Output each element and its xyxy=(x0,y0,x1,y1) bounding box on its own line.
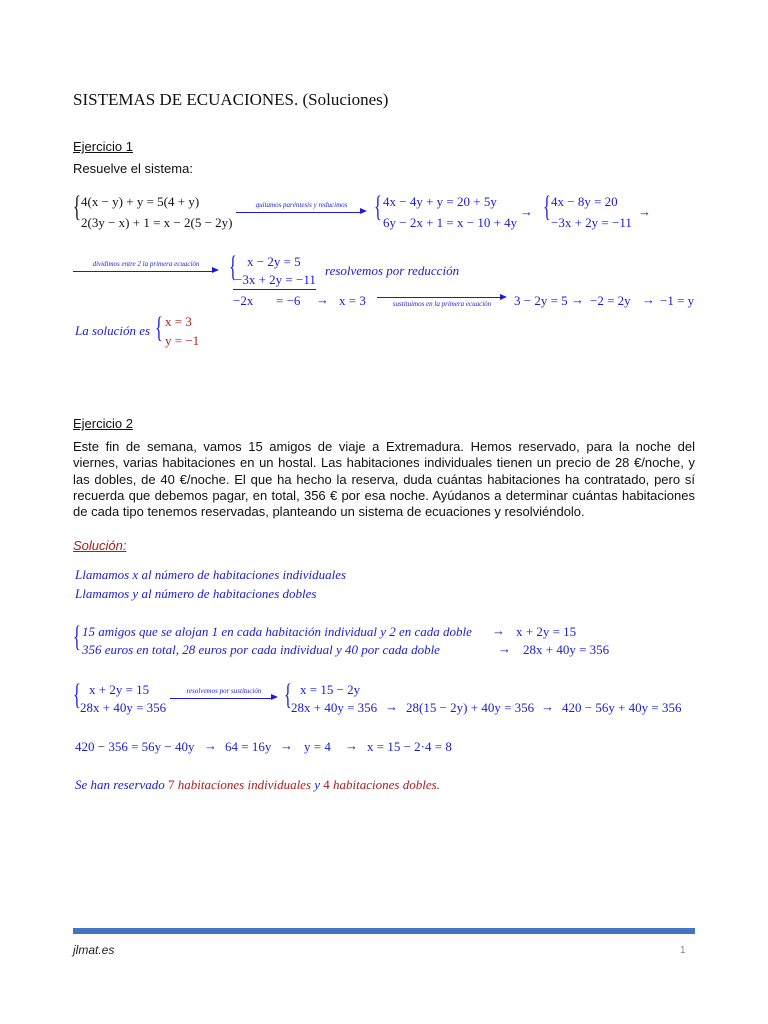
brace: { xyxy=(73,678,81,711)
equation: 4x − 8y = 20 xyxy=(551,194,618,209)
equation: −3x + 2y = −11 xyxy=(235,272,316,287)
arrow-icon: → xyxy=(280,738,293,753)
equation: −3x + 2y = −11 xyxy=(551,215,632,230)
brace: { xyxy=(543,190,551,223)
arrow-icon: → xyxy=(541,699,554,714)
condition-2-equation: 28x + 40y = 356 xyxy=(523,642,610,657)
page-title: SISTEMAS DE ECUACIONES. (Soluciones) xyxy=(73,90,389,109)
calc-step: y = 4 xyxy=(304,739,331,754)
calc-step: x = 15 − 2·4 = 8 xyxy=(367,739,452,754)
arrow-label: dividimos entre 2 la primera ecuación xyxy=(92,260,200,268)
sum-left: −2x xyxy=(233,293,254,308)
arrow-icon: → xyxy=(642,292,655,307)
equation: 28x + 40y = 356 xyxy=(291,700,378,715)
final-answer xyxy=(75,777,440,793)
solution-x: x = 3 xyxy=(165,314,192,329)
solution-y: y = −1 xyxy=(165,333,200,348)
brace: { xyxy=(73,190,81,223)
equation: 6y − 2x + 1 = x − 10 + 4y xyxy=(383,215,518,230)
calc-step: 420 − 356 = 56y − 40y xyxy=(75,739,195,754)
equation: x = 15 − 2y xyxy=(300,682,361,697)
exercise-1-heading: Ejercicio 1 xyxy=(73,139,133,154)
final-text: habitaciones individuales xyxy=(177,777,312,792)
arrow-icon: → xyxy=(316,292,329,307)
exercise-2-statement: Este fin de semana, vamos 15 amigos de viaje a Extremadura. Hemos reservado, para la noche del viernes, varias habitaciones en un hostal. Las habitaciones individuales tienen un precio de 28 €/noche, y las dobles, de 40 €/noche. El que ha hecho la reserva, duda cuántas habitaciones ha contratado, pero sí recuerda que debemos pagar, en total, 356 € por esa noche. Ayúdanos a determinar cuántas habitaciones de cada tipo tenemos reservadas, planteando un sistema de ecuaciones y resolviéndolo. xyxy=(73,439,695,520)
solution-label: La solución es xyxy=(75,323,151,338)
arrow-icon: → xyxy=(385,699,398,714)
definition-x: Llamamos x al número de habitaciones individuales xyxy=(75,567,347,582)
final-text: Se han reservado xyxy=(75,777,165,792)
final-individual-count: 7 xyxy=(168,777,175,792)
arrow-icon: → xyxy=(498,641,511,656)
definition-y: Llamamos y al número de habitaciones dobles xyxy=(75,586,317,601)
equation: 28x + 40y = 356 xyxy=(80,700,167,715)
calc-step: 64 = 16y xyxy=(225,739,272,754)
arrow-icon: → xyxy=(345,738,358,753)
equation: x + 2y = 15 xyxy=(89,682,150,697)
arrow-icon: → xyxy=(571,292,584,307)
brace: { xyxy=(229,250,237,283)
x-result: x = 3 xyxy=(339,293,366,308)
arrow-icon: → xyxy=(492,623,505,638)
condition-1: 15 amigos que se alojan 1 en cada habitación individual y 2 en cada doble xyxy=(82,624,472,639)
y-step: 3 − 2y = 5 xyxy=(514,293,568,308)
sum-right: = −6 xyxy=(276,293,301,308)
arrow-icon: → xyxy=(520,204,533,219)
final-text: habitaciones dobles. xyxy=(333,777,440,792)
substitution-step: 420 − 56y + 40y = 356 xyxy=(562,700,682,715)
reduction-note: resolvemos por reducción xyxy=(325,263,460,278)
exercise-2-heading: Ejercicio 2 xyxy=(73,416,133,431)
y-step: −1 = y xyxy=(660,293,695,308)
solution-heading: Solución: xyxy=(73,538,127,553)
equation: 2(3y − x) + 1 = x − 2(5 − 2y) xyxy=(81,215,233,230)
equation: 4(x − y) + y = 5(4 + y) xyxy=(81,194,200,209)
footer-site: jlmat.es xyxy=(73,943,115,957)
arrow-label: quitamos paréntesis y reducimos xyxy=(255,201,348,209)
y-step: −2 = 2y xyxy=(590,293,631,308)
final-double-count: 4 xyxy=(323,777,330,792)
brace: { xyxy=(374,190,382,223)
final-text: y xyxy=(314,777,321,792)
brace: { xyxy=(155,311,163,344)
condition-1-equation: x + 2y = 15 xyxy=(516,624,577,639)
arrow-label: resolvemos por sustitución xyxy=(186,687,262,695)
substitution-step: 28(15 − 2y) + 40y = 356 xyxy=(406,700,535,715)
arrow-icon: → xyxy=(204,738,217,753)
brace: { xyxy=(73,620,81,653)
exercise-1-prompt: Resuelve el sistema: xyxy=(73,161,193,176)
footer-bar xyxy=(73,928,695,934)
page-number: 1 xyxy=(680,945,686,956)
brace: { xyxy=(284,678,292,711)
sum-line xyxy=(233,289,316,290)
equation: x − 2y = 5 xyxy=(247,254,301,269)
arrow-icon: → xyxy=(638,204,651,219)
condition-2: 356 euros en total, 28 euros por cada individual y 40 por cada doble xyxy=(82,642,440,657)
equation: 4x − 4y + y = 20 + 5y xyxy=(383,194,497,209)
arrow-label: sustituimos en la primera ecuación xyxy=(392,300,492,308)
